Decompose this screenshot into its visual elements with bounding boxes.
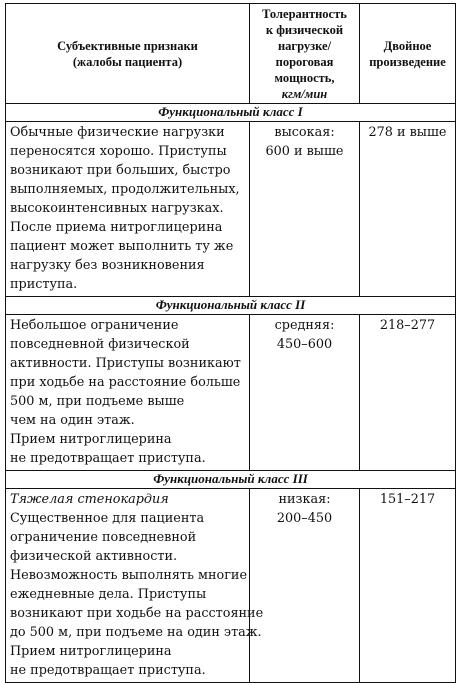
description-line: повседневной физической: [10, 337, 190, 352]
header-col1-line: Субъективные признаки: [57, 38, 198, 53]
tolerance-line: 600 и выше: [265, 144, 344, 159]
description-line: чем на один этаж.: [10, 413, 135, 428]
tolerance-line: 450–600: [276, 337, 333, 352]
double-product-cell: 278 и выше: [360, 122, 456, 297]
tolerance-line: 200–450: [276, 511, 333, 526]
class-title-row: [6, 297, 456, 315]
header-subjective-signs: [6, 4, 250, 104]
header-col2-line: мощность,: [274, 70, 335, 85]
double-product-cell: 218–277: [360, 315, 456, 471]
header-col2-line: пороговая: [275, 54, 334, 69]
description-line: при ходьбе на расстояние больше: [10, 375, 241, 390]
tolerance-line: низкая:: [278, 492, 331, 507]
double-product-cell: 151–217: [360, 489, 456, 683]
tolerance-cell: [250, 315, 360, 471]
description-subtitle: Тяжелая стенокардия: [10, 492, 169, 507]
description-line: Прием нитроглицерина: [10, 432, 172, 447]
description-cell: [6, 315, 250, 471]
description-cell: [6, 489, 264, 683]
description-line: ежедневные дела. Приступы: [10, 587, 207, 602]
description-line: пациент может выполнить ту же: [10, 239, 234, 254]
description-line: не предотвращает приступа.: [10, 663, 206, 678]
tolerance-line: средняя:: [274, 318, 335, 333]
table-row: [6, 315, 456, 471]
description-line: Обычные физические нагрузки: [10, 125, 225, 140]
header-col2-line: к физической: [265, 22, 344, 37]
table-row: [6, 122, 456, 297]
description-line: Прием нитроглицерина: [10, 644, 172, 659]
description-line: высокоинтенсивных нагрузках.: [10, 201, 224, 216]
angina-classification-table: [5, 3, 456, 683]
tolerance-cell: [250, 122, 360, 297]
header-col2-line: Толерантность: [262, 6, 347, 21]
class-title: Функциональный класс III: [6, 471, 456, 489]
description-line: активности. Приступы возникают: [10, 356, 241, 371]
table-header-row: [6, 4, 456, 104]
description-line: возникают при больших, быстро: [10, 163, 231, 178]
class-title: Функциональный класс I: [6, 104, 456, 122]
description-line: выполняемых, продолжительных,: [10, 182, 240, 197]
description-line: не предотвращает приступа.: [10, 451, 206, 466]
tolerance-line: высокая:: [274, 125, 335, 140]
description-line: приступа.: [10, 277, 78, 292]
description-line: После приема нитроглицерина: [10, 220, 223, 235]
description-line: возникают при ходьбе на расстояние: [10, 606, 264, 621]
description-line: до 500 м, при подъеме на один этаж.: [10, 625, 262, 640]
tolerance-cell: [250, 489, 360, 683]
description-line: Небольшое ограничение: [10, 318, 179, 333]
class-title: Функциональный класс II: [6, 297, 456, 315]
header-col3-line: Двойное: [383, 38, 432, 53]
description-line: переносятся хорошо. Приступы: [10, 144, 227, 159]
table-row: [6, 489, 456, 683]
header-tolerance: [250, 4, 360, 104]
header-col1-line: (жалобы пациента): [72, 54, 183, 69]
class-title-row: [6, 104, 456, 122]
description-line: физической активности.: [10, 549, 178, 564]
description-line: Существенное для пациента: [10, 511, 205, 526]
description-cell: [6, 122, 250, 297]
header-col3-line: произведение: [369, 54, 446, 69]
header-double-product: [360, 4, 456, 104]
header-col2-line: нагрузке/: [277, 38, 332, 53]
class-title-row: [6, 471, 456, 489]
description-line: Невозможность выполнять многие: [10, 568, 248, 583]
description-line: 500 м, при подъеме выше: [10, 394, 185, 409]
description-line: ограничение повседневной: [10, 530, 197, 545]
header-col2-units: кгм/мин: [281, 86, 328, 101]
description-line: нагрузку без возникновения: [10, 258, 205, 273]
